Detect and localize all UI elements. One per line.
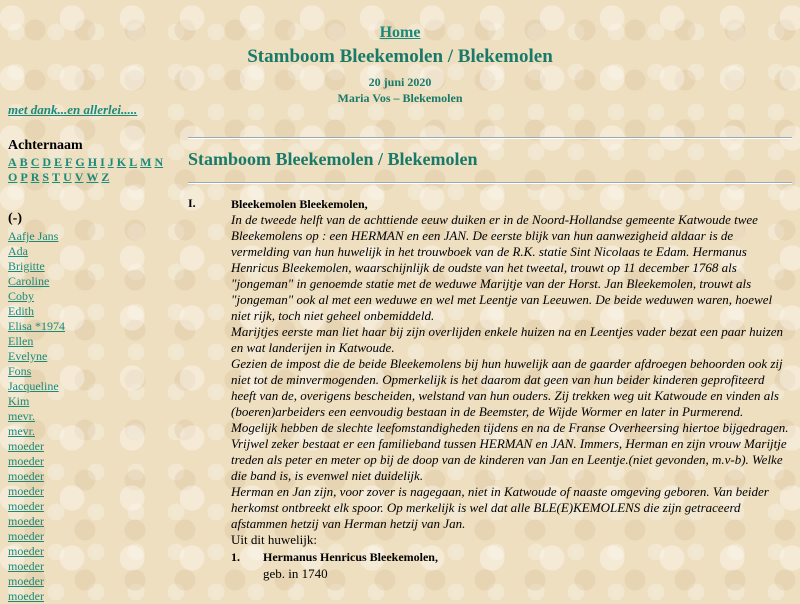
name-list-item: [8, 349, 178, 364]
entry-paragraph: Gezien de impost die de beide Bleekemolens bij hun huwelijk aan de gaarder afdroegen behoorden ook zij niet tot de minvermogenden. Opmerkelijk is het daarom dat geen van hun beider kinderen geprofiteerd heeft van de, overigens bescheiden, welstand van hun ouders. Zij trekken weg uit Katwoude en vinden als (boeren)arbeiders een eenvoudig bestaan in de Beemster, de Wijde Wormer en later in Purmerend. Mogelijk hebben de slechte leefomstandigheden tijdens en na de Franse Overheersing hiertoe bijgedragen.: [231, 356, 789, 435]
publication-date: 20 juni 2020: [368, 75, 432, 89]
person-link[interactable]: mevr.: [8, 409, 35, 423]
children-list: [231, 548, 792, 582]
name-list-item: [8, 319, 178, 334]
name-list-item: [8, 244, 178, 259]
name-list-item: [8, 304, 178, 319]
letter-link-f[interactable]: F: [65, 155, 73, 169]
letter-link-n[interactable]: N: [154, 155, 164, 169]
person-link[interactable]: moeder: [8, 574, 44, 588]
person-link[interactable]: Edith: [8, 304, 34, 318]
person-link[interactable]: moeder: [8, 589, 44, 603]
name-list-item: [8, 229, 178, 244]
person-link[interactable]: Kim: [8, 394, 30, 408]
person-link[interactable]: Ada: [8, 244, 28, 258]
letter-link-e[interactable]: E: [54, 155, 63, 169]
letter-link-m[interactable]: M: [140, 155, 152, 169]
letter-link-d[interactable]: D: [42, 155, 52, 169]
name-list-item: [8, 424, 178, 439]
letter-link-z[interactable]: Z: [101, 170, 110, 184]
name-list-item: [8, 439, 178, 454]
name-list-item: [8, 589, 178, 604]
person-link[interactable]: Elisa *1974: [8, 319, 65, 333]
person-link[interactable]: moeder: [8, 469, 44, 483]
children-heading: Uit dit huwelijk:: [231, 532, 317, 547]
person-link[interactable]: moeder: [8, 514, 44, 528]
name-list-item: [8, 274, 178, 289]
family-entry: [188, 196, 792, 582]
author-name: Maria Vos – Blekemolen: [337, 91, 463, 105]
letter-link-k[interactable]: K: [116, 155, 127, 169]
name-list-item: [8, 574, 178, 589]
letter-link-v[interactable]: V: [74, 170, 84, 184]
name-list-item: [8, 544, 178, 559]
person-link[interactable]: moeder: [8, 499, 44, 513]
letter-link-c[interactable]: C: [30, 155, 40, 169]
name-list-item: [8, 499, 178, 514]
name-list-item: [8, 289, 178, 304]
page-header: [0, 24, 800, 106]
entry-paragraph: Vrijwel zeker bestaat er een familieband tussen HERMAN en JAN. Immers, Herman en zijn vrouw Marijtje treden als peter en meter op bij de doop van de kinderen van Jan en Leentje.(niet gevonden, m.v-b). Welke die band is, is evenwel niet duidelijk.: [231, 436, 787, 483]
name-list-item: [8, 514, 178, 529]
person-link[interactable]: Evelyne: [8, 349, 48, 363]
entry-body: [231, 196, 792, 582]
entry-paragraph: Herman en Jan zijn, voor zover is nagegaan, niet in Katwoude of naaste omgeving geboren. Van beider herkomst ontbreekt elk spoor. Op merkelijk is wel dat alle BLE(E)KEMOLENS die zijn getraceerd afstammen hetzij van Herman hetzij van Jan.: [231, 484, 769, 531]
person-link[interactable]: Fons: [8, 364, 32, 378]
divider: [188, 182, 792, 184]
letter-link-w[interactable]: W: [86, 170, 99, 184]
person-link[interactable]: Ellen: [8, 334, 34, 348]
given-name-list: [8, 229, 178, 604]
person-link[interactable]: moeder: [8, 529, 44, 543]
letter-index-row-1: [8, 155, 178, 170]
name-list-item: [8, 454, 178, 469]
entry-paragraph: Marijtjes eerste man liet haar bij zijn overlijden enkele huizen na en Leentjes vader bezat een paar huizen en wat landerijen in Katwoude.: [231, 324, 784, 355]
name-list-item: [8, 559, 178, 574]
thanks-link[interactable]: met dank...en allerlei.....: [8, 102, 138, 117]
letter-link-o[interactable]: O: [8, 170, 18, 184]
entry-paragraph: In de tweede helft van de achttiende eeuw duiken er in de Noord-Hollandse gemeente Katwoude twee Bleekemolens op : een HERMAN en een JAN. De eerste blijk van hun aanwezigheid aldaar is de vermelding van hun huwelijk in het trouwboek van de R.K. statie Sint Nicolaas te Edam. Hermanus Henricus Bleekemolen, waarschijnlijk de oudste van het tweetal, trouwt op 11 december 1768 als "jongeman" in genoemde statie met de weduwe Marijtje van der Horst. Jan Bleekemolen, trouwt als "jongeman" ook al met een weduwe en wel met Leentje van Leeuwen. De beide weduwen waren, hoewel niet rijk, toch niet geheel onbemiddeld.: [231, 212, 773, 323]
person-link[interactable]: Coby: [8, 289, 35, 303]
letter-link-h[interactable]: H: [87, 155, 98, 169]
surname-group-heading: (-): [8, 211, 22, 226]
person-link[interactable]: Caroline: [8, 274, 50, 288]
letter-link-j[interactable]: J: [107, 155, 114, 169]
letter-link-a[interactable]: A: [8, 155, 17, 169]
letter-link-l[interactable]: L: [129, 155, 138, 169]
letter-index-row-2: [8, 170, 178, 185]
letter-link-g[interactable]: G: [75, 155, 85, 169]
letter-link-r[interactable]: R: [30, 170, 40, 184]
name-list-item: [8, 484, 178, 499]
main-content: [188, 137, 792, 582]
name-list-item: [8, 379, 178, 394]
page-title: Stamboom Bleekemolen / Blekemolen: [188, 149, 478, 169]
name-list-item: [8, 364, 178, 379]
entry-number: I.: [188, 196, 196, 210]
child-birth: geb. in 1740: [263, 566, 328, 581]
person-link[interactable]: Aafje Jans: [8, 229, 59, 243]
name-list-item: [8, 469, 178, 484]
person-link[interactable]: moeder: [8, 439, 44, 453]
person-link[interactable]: moeder: [8, 544, 44, 558]
letter-link-p[interactable]: P: [20, 170, 28, 184]
surname-heading: Achternaam: [8, 138, 83, 153]
person-name: Bleekemolen Bleekemolen,: [231, 197, 368, 211]
child-number: 1.: [231, 550, 240, 564]
letter-link-i[interactable]: I: [100, 155, 105, 169]
name-list-item: [8, 334, 178, 349]
name-list-item: [8, 529, 178, 544]
letter-link-u[interactable]: U: [63, 170, 72, 184]
letter-link-b[interactable]: B: [19, 155, 28, 169]
surname-index: [8, 138, 178, 604]
person-link[interactable]: moeder: [8, 559, 44, 573]
site-title: Stamboom Bleekemolen / Blekemolen: [247, 46, 553, 67]
person-link[interactable]: Brigitte: [8, 259, 45, 273]
child-name: Hermanus Henricus Bleekemolen,: [263, 550, 438, 564]
name-list-item: [8, 409, 178, 424]
letter-link-t[interactable]: T: [52, 170, 61, 184]
entry-text: [231, 212, 792, 532]
person-link[interactable]: moeder: [8, 454, 44, 468]
person-link[interactable]: Jacqueline: [8, 379, 59, 393]
child-entry: [231, 548, 792, 582]
name-list-item: [8, 394, 178, 409]
home-link[interactable]: Home: [379, 24, 421, 41]
name-list-item: [8, 259, 178, 274]
letter-link-s[interactable]: S: [42, 170, 50, 184]
divider: [188, 137, 792, 139]
person-link[interactable]: mevr.: [8, 424, 35, 438]
person-link[interactable]: moeder: [8, 484, 44, 498]
